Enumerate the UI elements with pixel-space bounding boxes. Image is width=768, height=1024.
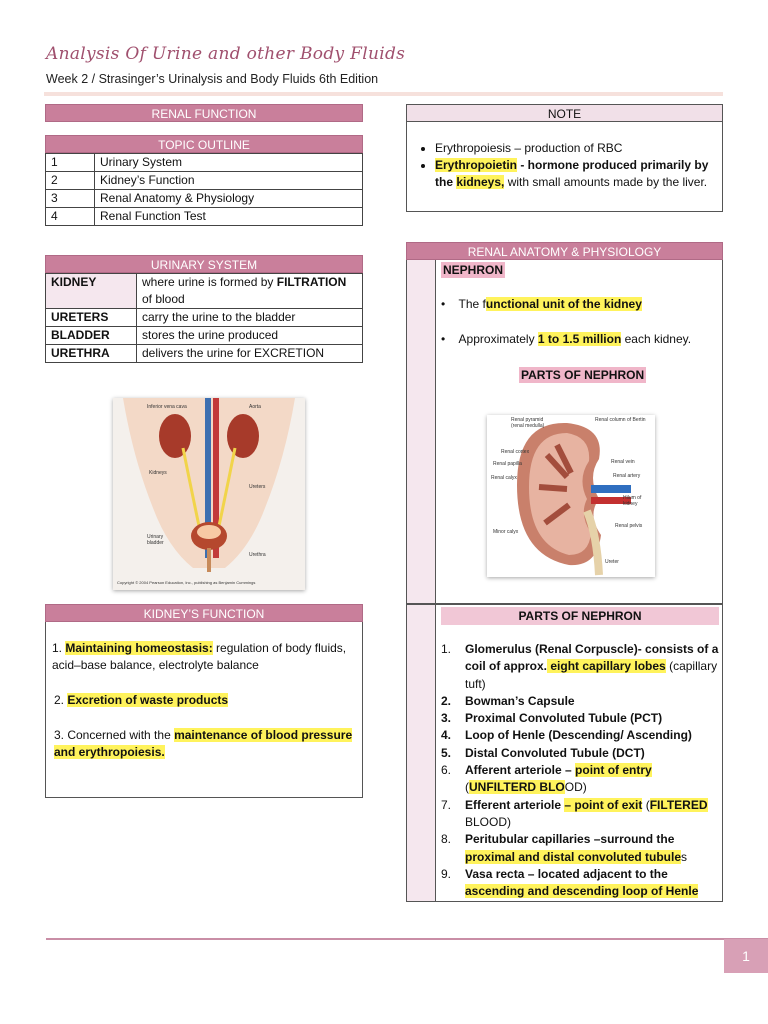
item-text: Loop of Henle (Descending/ Ascending) [465,728,692,743]
figure-credit: Copyright © 2004 Pearson Education, Inc., publishing as Benjamin Cummings [117,580,256,585]
parts-of-nephron-box [406,604,723,902]
parts-of-nephron-heading: PARTS OF NEPHRON [441,607,719,625]
item-number: 1. [441,642,452,656]
document-title: Analysis Of Urine and other Body Fluids [46,44,406,64]
figure-label: Ureters [249,484,266,490]
term-cell: URETHRA [46,345,137,363]
page-number: 1 [724,939,768,973]
highlight-text: kidneys, [456,175,505,189]
figure-label: Urinary bladder [147,534,164,546]
highlight-text: Erythropoietin [435,158,518,172]
definition-bold: FILTRATION [276,275,347,289]
item-text: - hormone produced primarily by the [435,158,709,189]
renal-anatomy-box [406,242,723,604]
kidney-cross-section-figure [487,415,655,577]
topic-num: 3 [46,190,95,208]
item-text: Proximal Convoluted Tubule (PCT) [465,711,663,726]
item-text: Distal Convoluted Tubule (DCT) [465,745,645,760]
figure-label: Renal pyramid (renal medulla) [511,417,545,429]
item-text: with small amounts made by the liver. [504,175,708,189]
footer-divider [46,938,768,940]
item-text: Approximately [458,332,538,346]
table-row [46,274,363,309]
highlight-text: unctional unit of the kidney [485,297,642,311]
item-number: 2. [441,693,452,708]
highlight-text: Maintaining homeostasis: [65,641,213,655]
highlight-text: proximal and distal convoluted tubule [465,849,682,864]
item-text: The f [458,297,486,311]
figure-label: Urethra [249,552,266,558]
table-row [46,154,363,172]
list-item [441,727,719,744]
kidney-function-box [45,604,363,798]
item-number: 4. [441,728,452,743]
side-column [407,260,436,603]
item-text: Vasa recta – located adjacent to the [465,866,668,881]
definition-cell: carry the urine to the bladder [137,309,363,327]
topic-num: 1 [46,154,95,172]
figure-label: Renal vein [611,459,635,465]
table-row [46,327,363,345]
topic-num: 4 [46,208,95,226]
definition-text: of blood [142,292,185,306]
kidney-function-heading: KIDNEY’S FUNCTION [45,604,363,622]
item-text: regulation of body fluids, acid–base balance, electrolyte balance [52,641,347,672]
item-number: 2. [54,693,68,707]
list-item [441,693,719,710]
definition-cell: stores the urine produced [137,327,363,345]
table-row [46,190,363,208]
definition-cell [137,274,363,309]
document-subtitle: Week 2 / Strasinger’s Urinalysis and Body Fluids 6th Edition [46,72,379,86]
highlight-text: eight capillary lobes [547,659,666,674]
list-item [441,745,719,762]
nephron-bullet-1: • The functional unit of the kidney [441,297,642,311]
highlight-text: Excretion of waste products [67,693,229,707]
table-row [46,208,363,226]
figure-label: Minor calyx [493,529,519,535]
kidney-function-content [46,622,362,761]
definition-cell: delivers the urine for EXCRETION [137,345,363,363]
figure-label: Renal pelvis [615,523,643,529]
figure-label: Renal artery [613,473,641,479]
list-item [441,866,719,901]
table-row [46,309,363,327]
highlight-text: point of entry [575,763,652,778]
topic-label: Renal Function Test [95,208,363,226]
item-number: 1. [52,641,66,655]
list-item [441,641,719,693]
item-text: Efferent arteriole [465,797,565,812]
parts-list [441,641,719,900]
nephron-bullet-2: • Approximately 1 to 1.5 million each kidney. [441,332,692,346]
note-box [406,104,723,212]
highlight-text: UNFILTERD BLO [469,780,565,795]
list-item [441,710,719,727]
table-row [46,345,363,363]
highlight-text: ascending and descending loop of Henle [465,884,699,899]
highlight-text: maintenance of blood pressure and erythropoiesis. [54,728,353,759]
topic-label: Renal Anatomy & Physiology [95,190,363,208]
item-number: 8. [441,832,452,847]
item-number: 5. [441,745,452,760]
topic-label: Urinary System [95,154,363,172]
topic-outline-heading: TOPIC OUTLINE [45,135,363,153]
figure-label: Aorta [249,404,261,410]
item-number: 7. [441,797,452,812]
urinary-system-figure [113,398,305,590]
item-number: 6. [441,763,452,778]
item-text: Afferent arteriole – [465,763,576,778]
item-text: ( [465,780,469,795]
item-text: Concerned with the [67,728,175,742]
term-cell: URETERS [46,309,137,327]
figure-label: Inferior vena cava [147,404,187,410]
item-number: 3. [441,711,452,726]
list-item [441,762,719,797]
item-text: OD) [564,780,587,795]
note-list [407,140,722,191]
figure-label: Kidneys [149,470,167,476]
figure-label: Renal cortex [501,449,530,455]
topic-outline-table [45,135,363,226]
note-heading: NOTE [406,104,723,122]
list-item: • Erythropoiesis – production of RBC [435,140,722,157]
definition-text: where urine is formed by [142,275,277,289]
table-row [46,172,363,190]
highlight-text: – point of exit [564,797,643,812]
term-cell: KIDNEY [46,274,137,309]
function-item [52,727,356,761]
figure-label: Renal calyx [491,475,517,481]
item-number: 3. [54,728,68,742]
parts-of-nephron-label: PARTS OF NEPHRON [521,368,645,382]
urinary-system-table [45,255,363,363]
list-item [441,797,719,832]
item-text: each kidney. [621,332,692,346]
figure-label: Renal column of Bertin [595,417,646,423]
list-item [441,831,719,866]
item-text: ( [642,797,650,812]
side-column [407,605,436,901]
list-item [435,157,722,191]
header-divider [44,92,723,96]
function-item [52,692,356,709]
highlight-text: FILTERED [649,797,708,812]
item-number: 9. [441,866,452,881]
item-text: s [681,849,688,864]
figure-label: Ureter [605,559,619,565]
item-text: Peritubular capillaries –surround the [465,832,675,847]
item-text: (capillary tuft) [465,659,718,691]
item-text: Glomerulus (Renal Corpuscle)- consists of a coil of approx. [465,642,719,674]
nephron-label: NEPHRON [443,263,504,277]
item-text: Bowman’s Capsule [465,693,575,708]
urinary-system-heading: URINARY SYSTEM [45,255,363,273]
function-item [52,640,356,674]
renal-function-heading: RENAL FUNCTION [45,104,363,122]
term-cell: BLADDER [46,327,137,345]
figure-label: Hilum of kidney [623,495,642,507]
urinary-illustration [113,398,305,590]
figure-label: Renal papilla [493,461,522,467]
topic-label: Kidney’s Function [95,172,363,190]
topic-num: 2 [46,172,95,190]
item-text: BLOOD) [465,814,512,829]
highlight-text: 1 to 1.5 million [537,332,622,346]
renal-anatomy-heading: RENAL ANATOMY & PHYSIOLOGY [406,242,723,260]
